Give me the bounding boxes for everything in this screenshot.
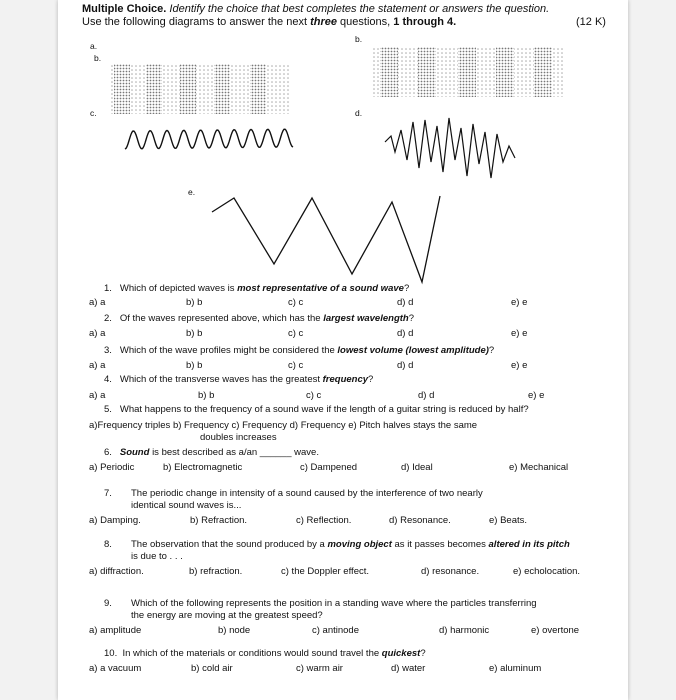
q8-option-e[interactable]: e) echolocation. bbox=[513, 566, 581, 577]
q10-option-a[interactable]: a) a vacuum bbox=[89, 663, 142, 674]
instructions-line-2: Use the following diagrams to answer the next three questions, 1 through 4. bbox=[82, 16, 457, 28]
q7-option-d[interactable]: d) Resonance. bbox=[389, 515, 451, 526]
question-5: 5. What happens to the frequency of a sound wave if the length of a guitar string is reduced by half? bbox=[104, 404, 529, 415]
question-8-line-1: The observation that the sound produced by a moving object as it passes becomes altered in its pitch bbox=[131, 539, 570, 550]
q8-option-a[interactable]: a) diffraction. bbox=[89, 566, 144, 577]
question-8-line-2: is due to . . . bbox=[131, 551, 183, 562]
section-title: Multiple Choice. bbox=[82, 3, 167, 15]
q4-option-a[interactable]: a) a bbox=[89, 390, 106, 401]
q1-option-d[interactable]: d) d bbox=[397, 297, 414, 308]
wave-diagram-e bbox=[212, 194, 440, 286]
q3-option-b[interactable]: b) b bbox=[186, 360, 203, 371]
q5-options-continued: doubles increases bbox=[200, 432, 277, 443]
q10-option-b[interactable]: b) cold air bbox=[191, 663, 233, 674]
diagram-label-b: b. bbox=[94, 53, 102, 63]
instructions-line-1 bbox=[82, 3, 549, 15]
q6-option-a[interactable]: a) Periodic bbox=[89, 462, 135, 473]
points-value: (12 K) bbox=[576, 16, 606, 28]
q3-option-d[interactable]: d) d bbox=[397, 360, 414, 371]
q6-option-e[interactable]: e) Mechanical bbox=[509, 462, 569, 473]
question-2: 2. Of the waves represented above, which has the largest wavelength? bbox=[104, 313, 415, 324]
longitudinal-wave-diagram-left bbox=[110, 64, 290, 114]
q10-option-d[interactable]: d) water bbox=[391, 663, 426, 674]
q4-option-b[interactable]: b) b bbox=[198, 390, 215, 401]
q8-option-d[interactable]: d) resonance. bbox=[421, 566, 480, 577]
q6-option-d[interactable]: d) Ideal bbox=[401, 462, 433, 473]
q1-option-a[interactable]: a) a bbox=[89, 297, 106, 308]
q2-option-c[interactable]: c) c bbox=[288, 328, 304, 339]
question-10: 10. In which of the materials or conditions would sound travel the quickest? bbox=[104, 648, 426, 659]
q3-option-c[interactable]: c) c bbox=[288, 360, 304, 371]
q7-option-a[interactable]: a) Damping. bbox=[89, 515, 141, 526]
longitudinal-wave-diagram-right bbox=[372, 47, 564, 97]
q5-options[interactable]: a)Frequency triples b) Frequency c) Frequency d) Frequency e) Pitch halves stays the same bbox=[89, 420, 478, 431]
diagram-label-c: c. bbox=[90, 108, 97, 118]
wave-diagram-d bbox=[385, 112, 520, 192]
q7-option-c[interactable]: c) Reflection. bbox=[296, 515, 352, 526]
q9-option-d[interactable]: d) harmonic bbox=[439, 625, 490, 636]
question-7-number: 7. bbox=[104, 488, 112, 499]
q4-option-d[interactable]: d) d bbox=[418, 390, 435, 401]
question-1: 1. Which of depicted waves is most representative of a sound wave? bbox=[104, 283, 410, 294]
question-9-line-1: Which of the following represents the position in a standing wave where the particles transferring bbox=[131, 598, 537, 609]
q6-option-c[interactable]: c) Dampened bbox=[300, 462, 358, 473]
question-9-number: 9. bbox=[104, 598, 112, 609]
q4-option-e[interactable]: e) e bbox=[528, 390, 545, 401]
diagram-label-a: a. bbox=[90, 41, 98, 51]
q9-option-c[interactable]: c) antinode bbox=[312, 625, 360, 636]
q2-option-d[interactable]: d) d bbox=[397, 328, 414, 339]
instructions-text: Identify the choice that best completes the statement or answers the question. bbox=[169, 3, 550, 15]
q7-option-e[interactable]: e) Beats. bbox=[489, 515, 528, 526]
question-4: 4. Which of the transverse waves has the greatest frequency? bbox=[104, 374, 374, 385]
diagram-label-e: e. bbox=[188, 187, 196, 197]
wave-diagram-c bbox=[125, 122, 297, 162]
q10-option-c[interactable]: c) warm air bbox=[296, 663, 343, 674]
question-6: 6. Sound is best described as a/an ______ wave. bbox=[104, 447, 319, 458]
diagram-label-d: d. bbox=[355, 108, 363, 118]
q2-option-b[interactable]: b) b bbox=[186, 328, 203, 339]
q1-option-b[interactable]: b) b bbox=[186, 297, 203, 308]
q3-option-a[interactable]: a) a bbox=[89, 360, 106, 371]
q1-option-c[interactable]: c) c bbox=[288, 297, 304, 308]
diagram-label-b-right: b. bbox=[355, 34, 363, 44]
q2-option-a[interactable]: a) a bbox=[89, 328, 106, 339]
q6-option-b[interactable]: b) Electromagnetic bbox=[163, 462, 243, 473]
q2-option-e[interactable]: e) e bbox=[511, 328, 528, 339]
q3-option-e[interactable]: e) e bbox=[511, 360, 528, 371]
q9-option-b[interactable]: b) node bbox=[218, 625, 251, 636]
question-7-line-2: identical sound waves is... bbox=[131, 500, 242, 511]
question-3: 3. Which of the wave profiles might be considered the lowest volume (lowest amplitude)? bbox=[104, 345, 495, 356]
q4-option-c[interactable]: c) c bbox=[306, 390, 322, 401]
q8-option-c[interactable]: c) the Doppler effect. bbox=[281, 566, 370, 577]
question-9-line-2: the energy are moving at the greatest speed? bbox=[131, 610, 323, 621]
question-7-line-1: The periodic change in intensity of a sound caused by the interference of two nearly bbox=[131, 488, 483, 499]
question-8-number: 8. bbox=[104, 539, 112, 550]
q1-option-e[interactable]: e) e bbox=[511, 297, 528, 308]
q9-option-a[interactable]: a) amplitude bbox=[89, 625, 142, 636]
q10-option-e[interactable]: e) aluminum bbox=[489, 663, 542, 674]
q7-option-b[interactable]: b) Refraction. bbox=[190, 515, 248, 526]
q8-option-b[interactable]: b) refraction. bbox=[189, 566, 243, 577]
q9-option-e[interactable]: e) overtone bbox=[531, 625, 580, 636]
